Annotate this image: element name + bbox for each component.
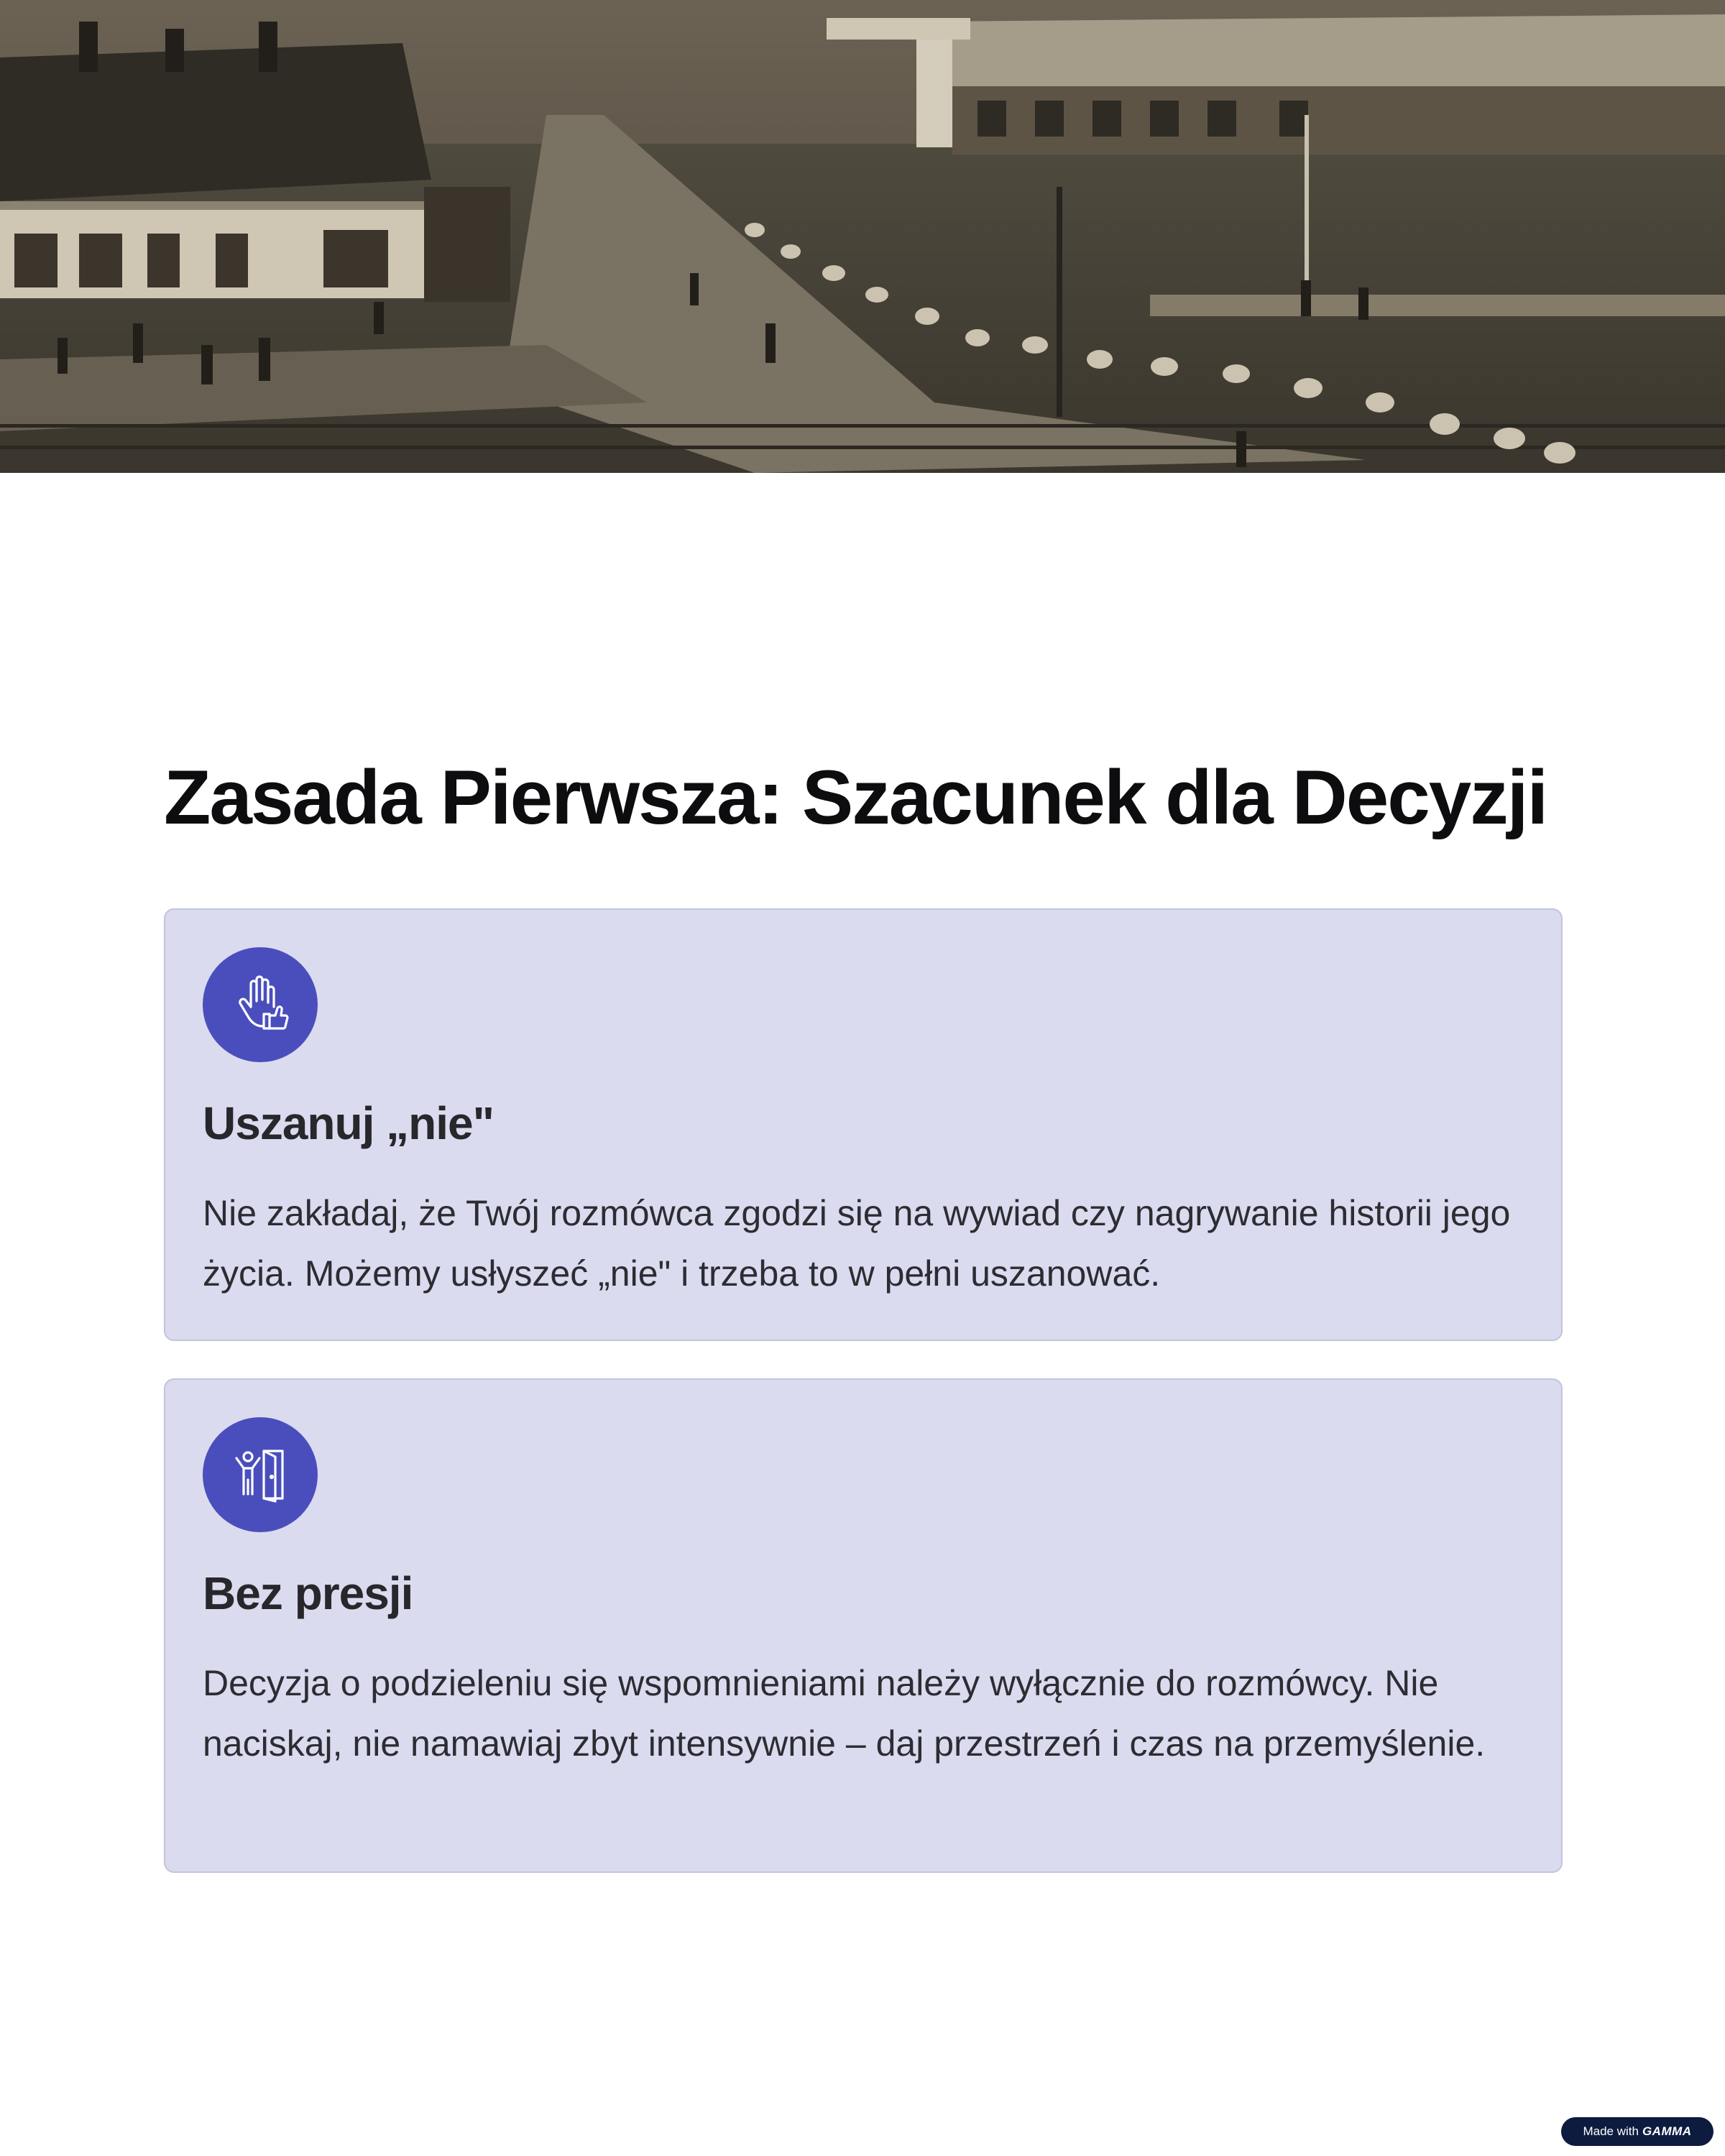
hero-photo-illustration	[0, 0, 1725, 473]
card-body: Decyzja o podzieleniu się wspomnieniami należy wyłącznie do rozmówcy. Nie naciskaj, nie namawiaj zbyt intensywnie – daj przestrzeń i czas na przemyślenie.	[203, 1663, 1486, 1764]
page-title: Zasada Pierwsza: Szacunek dla Decyzji	[164, 754, 1547, 840]
icon-badge	[203, 947, 318, 1062]
hand-stop-thumbs-up-icon	[229, 974, 291, 1036]
badge-prefix: Made with	[1583, 2124, 1639, 2138]
person-open-door-icon	[229, 1444, 291, 1506]
card-no-pressure	[164, 1378, 1563, 1873]
card-heading: Bez presji	[203, 1567, 413, 1619]
icon-badge	[203, 1417, 318, 1532]
made-with-gamma-badge[interactable]	[1561, 2117, 1714, 2146]
card-heading: Uszanuj „nie"	[203, 1097, 494, 1149]
badge-brand: GAMMA	[1642, 2124, 1692, 2138]
card-respect-no	[164, 908, 1563, 1341]
card-body: Nie zakładaj, że Twój rozmówca zgodzi się na wywiad czy nagrywanie historii jego życia. Możemy usłyszeć „nie" i trzeba to w pełni uszanować.	[203, 1193, 1511, 1294]
hero-photo	[0, 0, 1725, 473]
